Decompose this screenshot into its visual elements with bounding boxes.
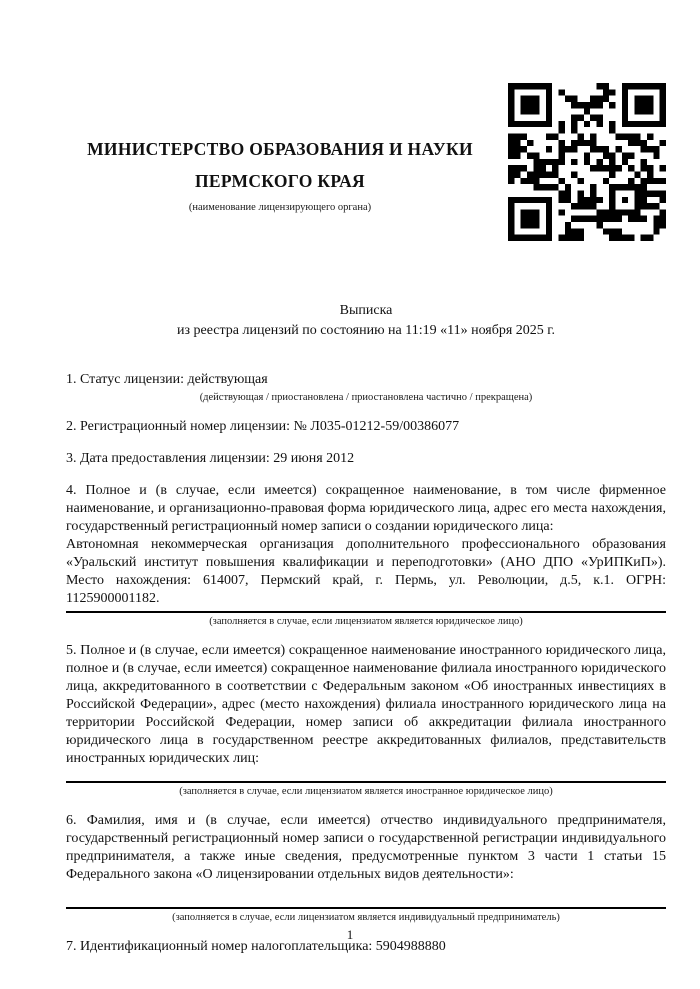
item-grant-date	[66, 450, 666, 468]
individual-question: 6. Фамилия, имя и (в случае, если имеется) отчество индивидуального предпринимателя, государственный регистрационный номер записи о государственной регистрации индивидуального предпринимателя, а также иные сведения, предусмотренные пунктом 3 части 1 статьи 15 Федерального закона «О лицензировании отдельных видов деятельности»:	[66, 813, 666, 882]
ministry-caption: (наименование лицензирующего органа)	[188, 202, 372, 213]
document-title-line1: Выписка	[339, 303, 393, 318]
ministry-name-line2: ПЕРМСКОГО КРАЯ	[195, 171, 365, 191]
foreign-entity-caption: (заполняется в случае, если лицензиатом является иностранное юридическое лицо)	[179, 786, 553, 797]
item-legal-entity	[66, 482, 666, 628]
individual-fill-line	[66, 907, 666, 909]
document-header	[66, 0, 666, 241]
individual-caption: (заполняется в случае, если лицензиатом является индивидуальный предприниматель)	[172, 912, 560, 923]
item-license-status	[66, 371, 666, 404]
foreign-entity-blank	[66, 768, 666, 778]
legal-entity-question: 4. Полное и (в случае, если имеется) сокращенное наименование, в том числе фирменное наименование, и организационно-правовая форма юридического лица, адрес его места нахождения, государственный регистрационный номер записи о создании юридического лица:	[66, 483, 666, 534]
qr-code-icon	[508, 83, 666, 241]
license-status-caption: (действующая / приостановлена / приостановлена частично / прекращена)	[199, 392, 533, 403]
page-number: 1	[346, 927, 354, 942]
foreign-entity-fill-line	[66, 781, 666, 783]
legal-entity-caption: (заполняется в случае, если лицензиатом является юридическое лицо)	[209, 616, 523, 627]
item-foreign-entity	[66, 642, 666, 798]
individual-blank	[66, 884, 666, 904]
legal-entity-fill-line	[66, 611, 666, 613]
license-status-text: 1. Статус лицензии: действующая	[66, 372, 268, 387]
taxpayer-number-text: 7. Идентификационный номер налогоплательщика: 5904988880	[66, 939, 446, 954]
item-individual-entrepreneur	[66, 812, 666, 924]
ministry-name	[66, 133, 494, 197]
legal-entity-value: Автономная некоммерческая организация дополнительного профессионального образования «Уральский институт повышения квалификации и переподготовки» (АНО ДПО «УрИПКиП»). Место нахождения: 614007, Пермский край, г. Пермь, ул. Революции, д.5, к.1. ОГРН: 1125900001182.	[66, 537, 666, 606]
document-title	[66, 301, 666, 341]
licensing-authority-block	[66, 83, 508, 214]
foreign-entity-question: 5. Полное и (в случае, если имеется) сокращенное наименование иностранного юридического лица, полное и (в случае, если имеется) сокращенное наименование филиала иностранного юридического лица, аккредитованного в соответствии с Федеральным законом «Об иностранных инвестициях в Российской Федерации», адрес (место нахождения) филиала иностранного юридического лица на территории Российской Федерации, номер записи об аккредитации филиала иностранного юридического лица в государственном реестре аккредитованных филиалов, представительств иностранных юридических лиц:	[66, 643, 666, 766]
document-title-line2: из реестра лицензий по состоянию на 11:19 «11» ноября 2025 г.	[177, 323, 555, 338]
ministry-name-line1: МИНИСТЕРСТВО ОБРАЗОВАНИЯ И НАУКИ	[87, 139, 473, 159]
grant-date-text: 3. Дата предоставления лицензии: 29 июня 2012	[66, 451, 355, 466]
registration-number-text: 2. Регистрационный номер лицензии: № Л035-01212-59/00386077	[66, 419, 460, 434]
item-registration-number	[66, 418, 666, 436]
extract-items	[66, 371, 666, 956]
